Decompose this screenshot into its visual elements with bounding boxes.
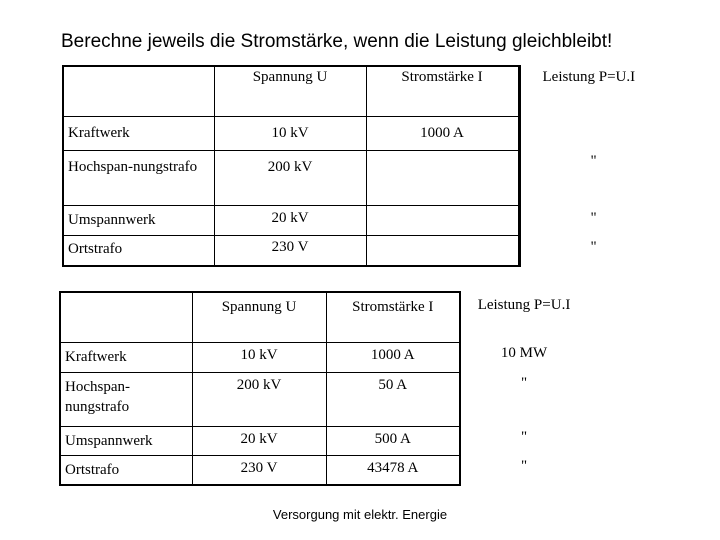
power-umspannwerk-cell (518, 205, 597, 235)
header-empty (63, 66, 214, 116)
table-row (63, 150, 520, 205)
row-label-hochspannungstrafo: Hochspan-nungstrafo (60, 372, 192, 426)
table-header-row (60, 292, 460, 342)
row-label-ortstrafo: Ortstrafo (63, 235, 214, 266)
header-power: Leistung P=U.I (477, 297, 571, 313)
table-row (60, 372, 460, 426)
header-power: Leistung P=U.I (542, 69, 636, 85)
power-hochspannungstrafo: " (590, 152, 597, 169)
current-umspannwerk: 500 A (326, 426, 460, 455)
table-row (60, 342, 460, 372)
table-header-row (63, 66, 520, 116)
power-hochspannungstrafo: " (520, 375, 528, 391)
slide-title: Berechne jeweils die Stromstärke, wenn die Leistung gleichbleibt! (61, 31, 613, 52)
slide-footer: Versorgung mit elektr. Energie (272, 507, 448, 522)
solution-table (59, 291, 461, 486)
current-ortstrafo: 43478 A (326, 455, 460, 485)
power-ortstrafo: " (520, 458, 528, 474)
voltage-ortstrafo: 230 V (214, 235, 366, 266)
power-ortstrafo-cell (518, 235, 597, 266)
voltage-umspannwerk: 20 kV (214, 205, 366, 235)
current-kraftwerk: 1000 A (326, 342, 460, 372)
current-hochspannungstrafo: 50 A (326, 372, 460, 426)
table-row (63, 235, 520, 266)
voltage-hochspannungstrafo: 200 kV (214, 150, 366, 205)
row-label-kraftwerk: Kraftwerk (63, 116, 214, 150)
row-label-hochspannungstrafo: Hochspan-nungstrafo (63, 150, 214, 205)
row-label-ortstrafo: Ortstrafo (60, 455, 192, 485)
current-hochspannungstrafo (366, 150, 518, 205)
power-umspannwerk: " (590, 209, 597, 226)
current-umspannwerk (366, 205, 518, 235)
power-umspannwerk: " (520, 429, 528, 445)
power-kraftwerk: 10 MW (500, 345, 548, 361)
voltage-ortstrafo: 230 V (192, 455, 326, 485)
voltage-umspannwerk: 20 kV (192, 426, 326, 455)
row-label-kraftwerk: Kraftwerk (60, 342, 192, 372)
power-ortstrafo: " (590, 238, 597, 255)
row-label-umspannwerk: Umspannwerk (60, 426, 192, 455)
task-table (62, 65, 636, 267)
table-row (60, 426, 460, 455)
header-empty (60, 292, 192, 342)
header-voltage: Spannung U (214, 66, 366, 116)
header-power-cell (518, 66, 636, 116)
voltage-kraftwerk: 10 kV (214, 116, 366, 150)
table-row (63, 116, 520, 150)
header-voltage: Spannung U (192, 292, 326, 342)
header-current: Stromstärke I (366, 66, 518, 116)
row-label-umspannwerk: Umspannwerk (63, 205, 214, 235)
voltage-kraftwerk: 10 kV (192, 342, 326, 372)
power-hochspannungstrafo-cell (518, 150, 597, 205)
power-kraftwerk (518, 116, 520, 150)
current-kraftwerk: 1000 A (366, 116, 518, 150)
table-row (60, 455, 460, 485)
table-row (63, 205, 520, 235)
header-current: Stromstärke I (326, 292, 460, 342)
current-ortstrafo (366, 235, 518, 266)
voltage-hochspannungstrafo: 200 kV (192, 372, 326, 426)
